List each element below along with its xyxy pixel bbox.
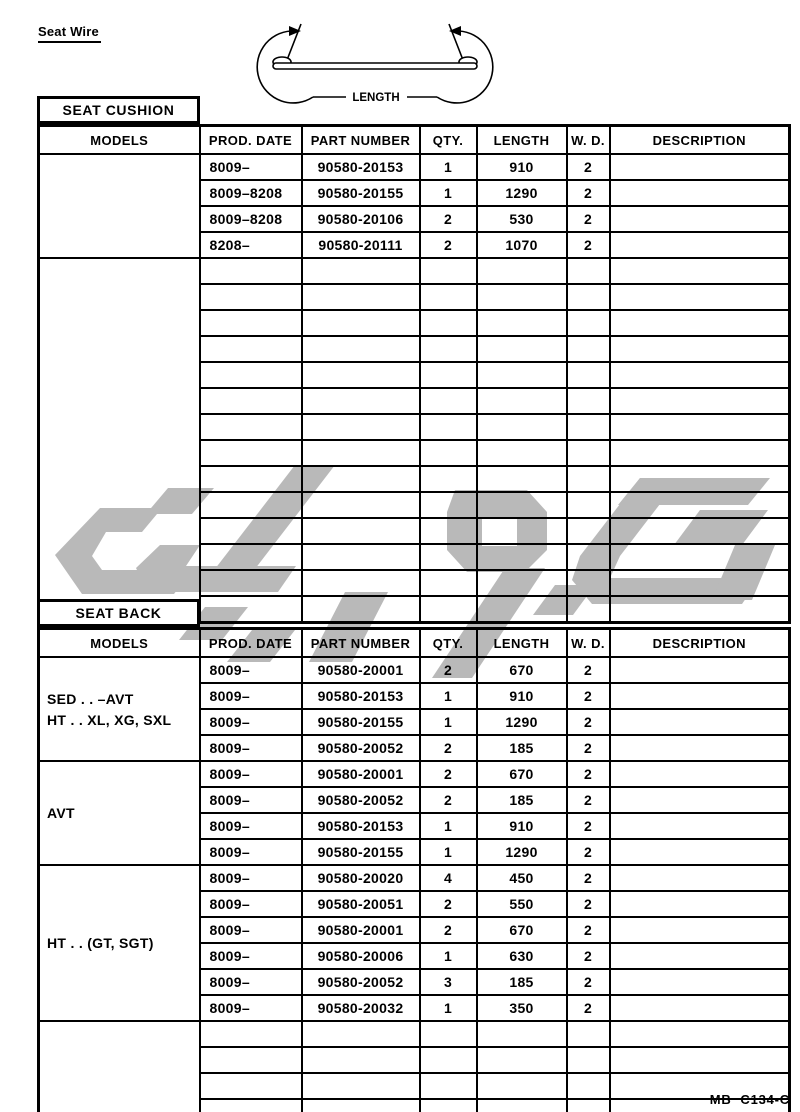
cell-qty (420, 258, 477, 284)
cell-prod-date (200, 414, 302, 440)
cell-wd (567, 570, 610, 596)
cell-length (477, 518, 567, 544)
cell-description (610, 518, 790, 544)
cell-length: 670 (477, 917, 567, 943)
cell-qty (420, 466, 477, 492)
cell-length: 1290 (477, 180, 567, 206)
cell-part-number (302, 284, 420, 310)
cell-length: 185 (477, 787, 567, 813)
cell-description (610, 761, 790, 787)
col-wd: W. D. (567, 629, 610, 658)
cell-length: 1290 (477, 709, 567, 735)
cell-qty (420, 284, 477, 310)
cell-description (610, 206, 790, 232)
cell-wd (567, 466, 610, 492)
cell-length: 670 (477, 657, 567, 683)
cell-length (477, 310, 567, 336)
cell-part-number (302, 544, 420, 570)
cell-length: 1290 (477, 839, 567, 865)
cell-length (477, 362, 567, 388)
cell-description (610, 943, 790, 969)
cell-part-number: 90580-20153 (302, 154, 420, 180)
cell-length (477, 570, 567, 596)
cell-length (477, 544, 567, 570)
cell-part-number: 90580-20052 (302, 787, 420, 813)
cell-part-number: 90580-20153 (302, 683, 420, 709)
cell-qty: 3 (420, 969, 477, 995)
table-row (39, 865, 790, 891)
cell-qty: 2 (420, 232, 477, 258)
cell-length (477, 1099, 567, 1112)
cell-qty (420, 1047, 477, 1073)
cell-description (610, 570, 790, 596)
cell-length (477, 1047, 567, 1073)
cell-qty: 1 (420, 839, 477, 865)
cell-part-number (302, 440, 420, 466)
cell-description (610, 232, 790, 258)
cell-qty: 1 (420, 813, 477, 839)
cell-prod-date: 8009– (200, 865, 302, 891)
cell-wd (567, 518, 610, 544)
cell-length (477, 284, 567, 310)
cell-part-number: 90580-20153 (302, 813, 420, 839)
cell-description (610, 891, 790, 917)
cell-length (477, 258, 567, 284)
cell-qty: 1 (420, 683, 477, 709)
cell-description (610, 1021, 790, 1047)
cell-prod-date (200, 544, 302, 570)
seat-back-title: SEAT BACK (37, 599, 200, 627)
cell-wd: 2 (567, 943, 610, 969)
col-part-number: PART NUMBER (302, 629, 420, 658)
cell-qty (420, 1073, 477, 1099)
models-cell (39, 657, 200, 761)
cell-part-number (302, 414, 420, 440)
cell-wd (567, 492, 610, 518)
table-row (39, 154, 790, 180)
cell-description (610, 657, 790, 683)
model-label: SED . . –AVT (47, 690, 134, 707)
cell-part-number (302, 492, 420, 518)
cell-description (610, 865, 790, 891)
cell-wd (567, 440, 610, 466)
cell-part-number: 90580-20052 (302, 735, 420, 761)
cell-length: 910 (477, 683, 567, 709)
cell-part-number (302, 310, 420, 336)
cell-wd: 2 (567, 813, 610, 839)
cell-prod-date: 8009– (200, 787, 302, 813)
cell-length: 550 (477, 891, 567, 917)
cell-description (610, 440, 790, 466)
cell-prod-date: 8208– (200, 232, 302, 258)
cell-description (610, 362, 790, 388)
cell-qty (420, 336, 477, 362)
cell-part-number: 90580-20051 (302, 891, 420, 917)
col-wd: W. D. (567, 126, 610, 155)
cell-part-number (302, 1021, 420, 1047)
cell-length: 185 (477, 969, 567, 995)
cell-description (610, 813, 790, 839)
cell-wd (567, 544, 610, 570)
cell-qty: 1 (420, 995, 477, 1021)
col-qty: QTY. (420, 126, 477, 155)
cell-qty (420, 310, 477, 336)
cell-wd: 2 (567, 761, 610, 787)
cell-qty: 2 (420, 917, 477, 943)
cell-part-number: 90580-20106 (302, 206, 420, 232)
cell-part-number: 90580-20155 (302, 839, 420, 865)
cell-part-number (302, 570, 420, 596)
cell-qty: 1 (420, 154, 477, 180)
cell-qty (420, 414, 477, 440)
cell-length: 350 (477, 995, 567, 1021)
col-description: DESCRIPTION (610, 126, 790, 155)
cell-qty (420, 1021, 477, 1047)
cell-wd (567, 1099, 610, 1112)
models-cell (39, 865, 200, 1021)
cell-description (610, 917, 790, 943)
cell-length (477, 414, 567, 440)
cell-prod-date (200, 570, 302, 596)
cell-qty: 2 (420, 657, 477, 683)
model-label: HT . . XL, XG, SXL (47, 711, 172, 728)
cell-prod-date: 8009– (200, 683, 302, 709)
cell-qty: 1 (420, 709, 477, 735)
wire-rod (273, 63, 477, 69)
cell-part-number: 90580-20006 (302, 943, 420, 969)
cell-description (610, 414, 790, 440)
cell-description (610, 787, 790, 813)
cell-wd (567, 414, 610, 440)
cell-description (610, 336, 790, 362)
cell-prod-date: 8009– (200, 709, 302, 735)
cell-description (610, 258, 790, 284)
models-cell (39, 258, 200, 623)
cell-part-number (302, 466, 420, 492)
cell-prod-date: 8009– (200, 917, 302, 943)
cell-length: 530 (477, 206, 567, 232)
cell-prod-date: 8009– (200, 813, 302, 839)
cell-wd (567, 362, 610, 388)
cell-wd: 2 (567, 154, 610, 180)
seat-cushion-title: SEAT CUSHION (37, 96, 200, 124)
cell-length (477, 596, 567, 623)
cell-prod-date: 8009– (200, 891, 302, 917)
cell-part-number: 90580-20001 (302, 917, 420, 943)
col-prod-date: PROD. DATE (200, 629, 302, 658)
cell-part-number: 90580-20052 (302, 969, 420, 995)
cell-wd: 2 (567, 683, 610, 709)
cell-wd (567, 388, 610, 414)
cell-prod-date (200, 492, 302, 518)
cell-qty: 2 (420, 761, 477, 787)
cell-description (610, 310, 790, 336)
cell-qty (420, 596, 477, 623)
cell-wd: 2 (567, 206, 610, 232)
cell-prod-date (200, 284, 302, 310)
col-qty: QTY. (420, 629, 477, 658)
cell-prod-date (200, 466, 302, 492)
cell-qty (420, 518, 477, 544)
cell-qty: 2 (420, 787, 477, 813)
cell-wd (567, 258, 610, 284)
seat-wire-diagram (235, 20, 515, 112)
cell-description (610, 466, 790, 492)
cell-qty: 2 (420, 735, 477, 761)
cell-part-number (302, 1099, 420, 1112)
cell-wd: 2 (567, 657, 610, 683)
cell-wd: 2 (567, 787, 610, 813)
cell-wd: 2 (567, 180, 610, 206)
col-part-number: PART NUMBER (302, 126, 420, 155)
cell-prod-date (200, 1047, 302, 1073)
cell-prod-date: 8009– (200, 969, 302, 995)
cell-qty (420, 388, 477, 414)
cell-length (477, 1073, 567, 1099)
cell-prod-date (200, 258, 302, 284)
cell-wd: 2 (567, 735, 610, 761)
cell-qty: 1 (420, 180, 477, 206)
cell-wd: 2 (567, 232, 610, 258)
cell-qty (420, 1099, 477, 1112)
cell-qty (420, 362, 477, 388)
cell-qty (420, 570, 477, 596)
cell-part-number: 90580-20155 (302, 709, 420, 735)
cell-wd: 2 (567, 839, 610, 865)
cell-prod-date (200, 1099, 302, 1112)
header-row (39, 126, 790, 155)
cell-part-number (302, 258, 420, 284)
cell-length: 910 (477, 813, 567, 839)
cell-prod-date (200, 362, 302, 388)
cell-description (610, 180, 790, 206)
cell-wd (567, 1047, 610, 1073)
cell-wd (567, 596, 610, 623)
cell-prod-date (200, 596, 302, 623)
cell-description (610, 284, 790, 310)
cell-description (610, 544, 790, 570)
models-cell (39, 1021, 200, 1112)
cell-length: 910 (477, 154, 567, 180)
page-code: MB C134-C (709, 1092, 790, 1107)
page-title: Seat Wire (38, 24, 101, 43)
cell-length (477, 492, 567, 518)
cell-length (477, 336, 567, 362)
cell-part-number (302, 388, 420, 414)
cell-length (477, 388, 567, 414)
cell-description (610, 388, 790, 414)
cell-wd: 2 (567, 995, 610, 1021)
cell-prod-date: 8009– (200, 154, 302, 180)
cell-prod-date (200, 1021, 302, 1047)
cell-prod-date: 8009– (200, 839, 302, 865)
cell-prod-date (200, 310, 302, 336)
models-cell (39, 154, 200, 258)
cell-prod-date (200, 388, 302, 414)
cell-qty (420, 544, 477, 570)
col-models: MODELS (39, 629, 200, 658)
cell-wd (567, 284, 610, 310)
cell-wd: 2 (567, 865, 610, 891)
cell-part-number: 90580-20032 (302, 995, 420, 1021)
cell-part-number: 90580-20020 (302, 865, 420, 891)
cell-part-number (302, 518, 420, 544)
cell-part-number: 90580-20001 (302, 761, 420, 787)
cell-prod-date (200, 336, 302, 362)
cell-length: 670 (477, 761, 567, 787)
cell-part-number: 90580-20111 (302, 232, 420, 258)
col-length: LENGTH (477, 629, 567, 658)
cell-length: 450 (477, 865, 567, 891)
cell-wd (567, 336, 610, 362)
cell-description (610, 969, 790, 995)
table-row (39, 657, 790, 683)
cell-qty: 2 (420, 891, 477, 917)
cell-description (610, 683, 790, 709)
cell-prod-date (200, 440, 302, 466)
models-cell (39, 761, 200, 865)
cell-qty (420, 492, 477, 518)
cell-description (610, 1047, 790, 1073)
cell-prod-date: 8009–8208 (200, 206, 302, 232)
cell-wd: 2 (567, 969, 610, 995)
cell-part-number (302, 1047, 420, 1073)
cell-part-number: 90580-20155 (302, 180, 420, 206)
cell-wd: 2 (567, 917, 610, 943)
cell-prod-date (200, 518, 302, 544)
cell-description (610, 995, 790, 1021)
cell-prod-date: 8009– (200, 761, 302, 787)
cell-wd: 2 (567, 891, 610, 917)
table-row (39, 1021, 790, 1047)
col-prod-date: PROD. DATE (200, 126, 302, 155)
cell-part-number: 90580-20001 (302, 657, 420, 683)
cell-wd (567, 1021, 610, 1047)
cell-prod-date (200, 1073, 302, 1099)
cell-part-number (302, 336, 420, 362)
cell-prod-date: 8009– (200, 995, 302, 1021)
col-description: DESCRIPTION (610, 629, 790, 658)
cell-description (610, 735, 790, 761)
cell-length: 185 (477, 735, 567, 761)
cell-length (477, 466, 567, 492)
cell-qty: 4 (420, 865, 477, 891)
table-row (39, 761, 790, 787)
col-models: MODELS (39, 126, 200, 155)
cell-length: 630 (477, 943, 567, 969)
cell-description (610, 839, 790, 865)
model-label: HT . . (GT, SGT) (47, 935, 154, 951)
header-row (39, 629, 790, 658)
cell-prod-date: 8009– (200, 657, 302, 683)
cell-description (610, 492, 790, 518)
cell-part-number (302, 596, 420, 623)
seat-cushion-table (37, 124, 791, 624)
cell-wd (567, 310, 610, 336)
seat-back-table (37, 627, 791, 1112)
cell-part-number (302, 362, 420, 388)
cell-prod-date: 8009– (200, 943, 302, 969)
cell-description (610, 709, 790, 735)
length-label: LENGTH (352, 92, 400, 104)
cell-length: 1070 (477, 232, 567, 258)
cell-description (610, 596, 790, 623)
cell-length (477, 1021, 567, 1047)
table-row (39, 258, 790, 284)
col-length: LENGTH (477, 126, 567, 155)
cell-prod-date: 8009– (200, 735, 302, 761)
cell-description (610, 154, 790, 180)
cell-qty: 2 (420, 206, 477, 232)
cell-part-number (302, 1073, 420, 1099)
model-label: AVT (47, 805, 75, 821)
cell-length (477, 440, 567, 466)
cell-qty (420, 440, 477, 466)
cell-qty: 1 (420, 943, 477, 969)
cell-wd (567, 1073, 610, 1099)
cell-wd: 2 (567, 709, 610, 735)
cell-prod-date: 8009–8208 (200, 180, 302, 206)
